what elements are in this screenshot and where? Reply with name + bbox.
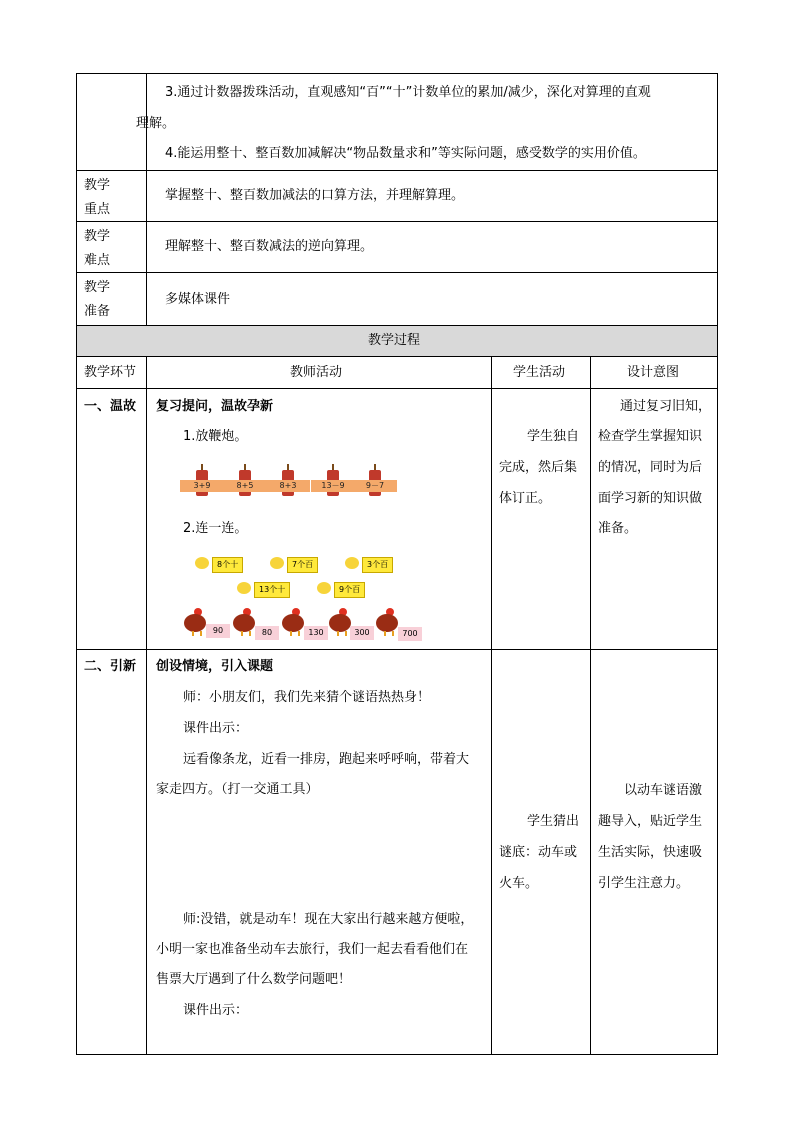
firecracker-expression: 8+3 bbox=[266, 480, 310, 492]
section1-title: 复习提问，温故孕新 bbox=[156, 399, 274, 414]
section1-student-line-1: 学生独自 bbox=[527, 429, 580, 444]
section1-intent-line-2: 检查学生掌握知识 bbox=[598, 429, 703, 444]
section2-p5: 课件出示： bbox=[183, 1003, 249, 1018]
firecracker-expression: 8+5 bbox=[223, 480, 267, 492]
row-line-top bbox=[76, 73, 718, 74]
chick-tag-2: 7个百 bbox=[287, 557, 318, 573]
hen-icon bbox=[278, 606, 306, 634]
hen-icon bbox=[372, 606, 400, 634]
firecracker-1 bbox=[192, 464, 212, 498]
key-points-label-2: 重点 bbox=[84, 202, 111, 217]
section1-student-line-2: 完成，然后集 bbox=[499, 460, 578, 475]
section2-p4-line-3: 售票大厅遇到了什么数学问题吧！ bbox=[156, 972, 352, 987]
hen-number-4: 300 bbox=[350, 626, 374, 640]
hen-icon bbox=[229, 606, 257, 634]
preparation-label-2: 准备 bbox=[84, 304, 111, 319]
section1-intent-line-3: 的情况，同时为后 bbox=[598, 460, 703, 475]
hen-number-5: 700 bbox=[398, 627, 422, 641]
row-line-3 bbox=[76, 272, 718, 273]
section2-p2: 课件出示： bbox=[183, 721, 249, 736]
section1-intent-line-4: 面学习新的知识做 bbox=[598, 491, 703, 506]
section2-intent-line-2: 趣导入，贴近学生 bbox=[598, 814, 703, 829]
objective-3-line-2: 理解。 bbox=[136, 116, 176, 131]
section2-student-line-2: 谜底：动车或 bbox=[499, 845, 578, 860]
preparation-content: 多媒体课件 bbox=[165, 292, 231, 307]
stage-review: 一、温故 bbox=[84, 399, 137, 414]
row-line-7 bbox=[76, 649, 718, 650]
section2-p1: 师：小朋友们，我们先来猜个谜语热热身！ bbox=[183, 690, 431, 705]
section2-intent-line-1: 以动车谜语激 bbox=[624, 783, 703, 798]
chick-icon bbox=[317, 582, 331, 594]
difficulties-label-2: 难点 bbox=[84, 253, 111, 268]
objective-3-line-1: 3.通过计数器拨珠活动，直观感知“百”“十”计数单位的累加/减少，深化对算理的直观 bbox=[165, 85, 651, 100]
column-header-student: 学生活动 bbox=[513, 365, 566, 380]
firecracker-expression: 13－9 bbox=[311, 480, 355, 492]
hen-number-1: 90 bbox=[206, 624, 230, 638]
label-column-divider bbox=[146, 73, 147, 325]
section2-p3-line-1: 远看像条龙，近看一排房，跑起来呼呼响，带着大 bbox=[183, 752, 470, 767]
key-points-content: 掌握整十、整百数加减法的口算方法，并理解算理。 bbox=[165, 188, 465, 203]
chick-tag-3: 3个百 bbox=[362, 557, 393, 573]
key-points-label-1: 教学 bbox=[84, 178, 111, 193]
section1-student-line-3: 体订正。 bbox=[499, 491, 552, 506]
section2-student-line-3: 火车。 bbox=[499, 876, 539, 891]
row-line-4 bbox=[76, 325, 718, 326]
section2-student-line-1: 学生猜出 bbox=[527, 814, 580, 829]
hen-number-2: 80 bbox=[255, 626, 279, 640]
column-header-teacher: 教师活动 bbox=[290, 365, 343, 380]
difficulties-content: 理解整十、整百数减法的逆向算理。 bbox=[165, 239, 374, 254]
chick-tag-1: 8个十 bbox=[212, 557, 243, 573]
row-line-5 bbox=[76, 356, 718, 357]
hen-icon bbox=[325, 606, 353, 634]
section2-title: 创设情境，引入课题 bbox=[156, 659, 274, 674]
row-line-1 bbox=[76, 170, 718, 171]
question-connect: 2.连一连。 bbox=[183, 521, 248, 536]
firecracker-expression: 9－7 bbox=[353, 480, 397, 492]
section2-intent-line-3: 生活实际，快速吸 bbox=[598, 845, 703, 860]
chick-tag-5: 9个百 bbox=[334, 582, 365, 598]
chick-icon bbox=[270, 557, 284, 569]
hen-icon bbox=[180, 606, 208, 634]
col-divider-1 bbox=[146, 356, 147, 1055]
row-line-2 bbox=[76, 221, 718, 222]
preparation-label-1: 教学 bbox=[84, 280, 111, 295]
section2-p4-line-1: 师:没错，就是动车！现在大家出行越来越方便啦， bbox=[183, 912, 474, 927]
section1-intent-line-5: 准备。 bbox=[598, 521, 638, 536]
question-firecrackers: 1.放鞭炮。 bbox=[183, 429, 248, 444]
firecracker-5 bbox=[365, 464, 385, 498]
section1-intent-line-1: 通过复习旧知， bbox=[620, 399, 712, 414]
difficulties-label-1: 教学 bbox=[84, 229, 111, 244]
chick-icon bbox=[345, 557, 359, 569]
section2-p4-line-2: 小明一家也准备坐动车去旅行，我们一起去看看他们在 bbox=[156, 942, 469, 957]
firecracker-4 bbox=[323, 464, 343, 498]
chick-tag-4: 13个十 bbox=[254, 582, 290, 598]
section2-p3-line-2: 家走四方。（打一交通工具） bbox=[156, 782, 319, 797]
column-header-stage: 教学环节 bbox=[84, 365, 137, 380]
column-header-intent: 设计意图 bbox=[627, 365, 680, 380]
firecracker-3 bbox=[278, 464, 298, 498]
stage-intro: 二、引新 bbox=[84, 659, 137, 674]
firecracker-expression: 3+9 bbox=[180, 480, 224, 492]
col-divider-3 bbox=[590, 356, 591, 1055]
hen-number-3: 130 bbox=[304, 626, 328, 640]
chick-icon bbox=[237, 582, 251, 594]
section2-intent-line-4: 引学生注意力。 bbox=[598, 876, 690, 891]
row-line-6 bbox=[76, 388, 718, 389]
col-divider-2 bbox=[491, 356, 492, 1055]
process-header: 教学过程 bbox=[368, 333, 421, 348]
objective-4: 4.能运用整十、整百数加减解决“物品数量求和”等实际问题，感受数学的实用价值。 bbox=[165, 146, 646, 161]
firecracker-2 bbox=[235, 464, 255, 498]
row-line-bottom bbox=[76, 1054, 718, 1055]
chick-icon bbox=[195, 557, 209, 569]
